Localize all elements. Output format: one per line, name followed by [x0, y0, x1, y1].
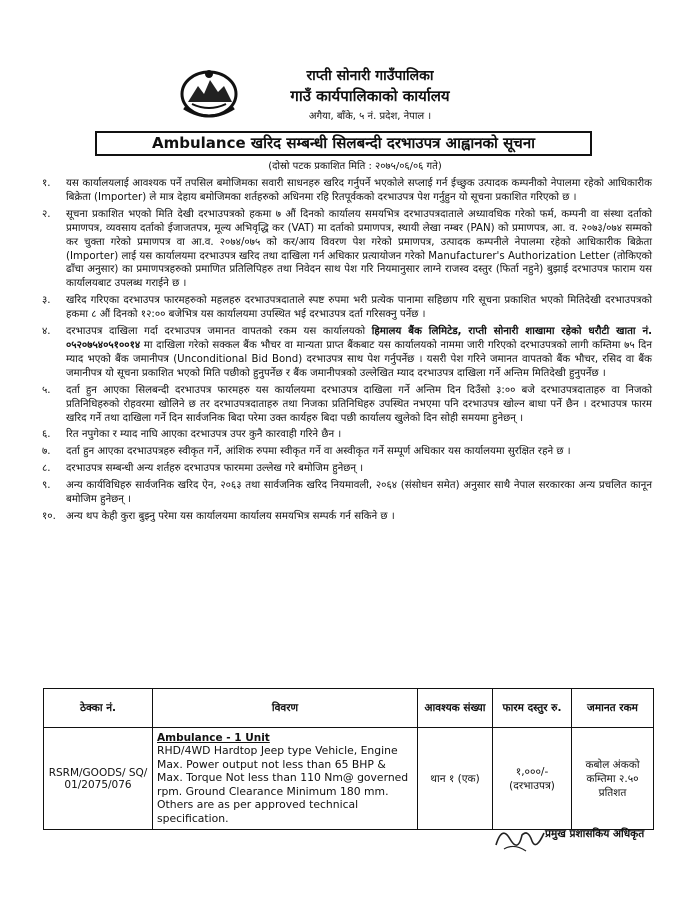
table-row: [44, 728, 654, 830]
item-text: दर्ता हुन आएका दरभाउपत्रहरु स्वीकृत गर्ने, आंशिक रुपमा स्वीकृत गर्ने वा अस्वीकृत गर्ने सम्पूर्ण अधिकार यस कार्यालयमा सुरक्षित रहने छ ।: [66, 446, 571, 458]
list-item: [42, 510, 652, 524]
security-cell: कबोल अंकको कम्तिमा २.५० प्रतिशत: [572, 728, 654, 830]
item-number: ३.: [42, 295, 51, 307]
item-text: [66, 325, 652, 381]
item-text: दर्ता हुन आएका सिलबन्दी दरभाउपत्र फारमहरु यस कार्यालयमा दरभाउपत्र दाखिला गर्ने अन्तिम दिन दिउँसो ३:०० बजे दरभाउपत्रदाताहरु वा निजको प्रतिनिधिहरुको रोहवरमा खोलिने छ तर दरभाउपत्रदाताहरु तथा निजका प्रतिनिधिहरु उपस्थित नभएमा पनि दरभाउपत्र खोल्न बाधा पर्ने छैन । दरभाउपत्र फारम खरिद गर्ने तथा दाखिला गर्ने दिन सार्वजनिक बिदा परेमा उक्त कार्यहरु बिदा पछी कार्यालय खुलेको दिन सोही समयमा हुनेछन् ।: [66, 384, 652, 424]
signer-title: प्रमुख प्रशासकिय अधिकृत: [545, 828, 645, 840]
item-number: ४.: [42, 326, 51, 338]
item-text-part: दरभाउपत्र दाखिला गर्दा दरभाउपत्र जमानत वापतको रकम यस कार्यालयको: [66, 326, 372, 338]
nepal-emblem-icon: [178, 64, 240, 120]
item-text: सूचना प्रकाशित भएको मिति देखी दरभाउपत्रको हकमा ७ औं दिनको कार्यालय समयभित्र दरभाउपत्रदाताले अध्यावधिक गरेको फर्म, कम्पनी वा संस्था दर्ताको प्रमाणपत्र, व्यवसाय दर्ताको ईजाजतपत्र, मूल्य अभिवृद्धि कर (VAT) मा दर्ताको प्रमाणपत्र, स्थायी लेखा नम्बर (PAN) को प्रमाणपत्र, आ. व. २०७३/०७४ सम्मको कर चुक्ता गरेको प्रमाणपत्र वा आ.व. २०७४/०७५ को कर/आय विवरण पेश गरेको प्रमाणपत्र, उत्पादक कम्पनीले नेपालमा रहेको आधिकारीक बिक्रेता (Importer) लाई यस कार्यालयमा दरभाउपत्र खरिद तथा दाखिला गर्न अधिकार प्रत्यायोजन गरेको Manufacturer's Authorization Letter (तोकिएको ढाँचा अनुसार) का प्रमाणपत्रहरुको प्रमाणित प्रतिलिपिहरु तथा निवेदन साथ पेश गरि नियमानुसार लाग्ने राजस्व दस्तुर (फिर्ता नहुने) बुझाई दरभाउपत्र फाराम यस कार्यालयबाट उपलब्ध गराईने छ ।: [66, 208, 652, 290]
item-text: यस कार्यालयलाई आवश्यक पर्ने तपसिल बमोजिमका सवारी साधनहरु खरिद गर्नुपर्ने भएकोले सप्लाई गर्न ईच्छुक उत्पादक कम्पनीको नेपालमा रहेको आधिकारीक बिक्रेता (Importer) ले मात्र देहाय बमोजिमका शर्तहरुको अधिनमा रहि रितपूर्वकको दरभाउपत्र पेश गर्नुहुन यो सूचना प्रकाशित गरिएको छ ।: [66, 178, 652, 203]
col-description: विवरण: [153, 689, 418, 728]
item-number: ८.: [42, 463, 51, 475]
list-item: [42, 462, 652, 476]
col-form-fee: फारम दस्तुर रु.: [493, 689, 572, 728]
item-number: ९.: [42, 480, 51, 492]
publish-date-note: (दोस्रो पटक प्रकाशित मिति : २०७५/०६/०६ गते): [268, 161, 442, 172]
item-number: १०.: [42, 510, 56, 522]
description-cell: [153, 728, 418, 830]
item-number: १.: [42, 178, 51, 189]
item-text: अन्य थप केही कुरा बुझ्नु परेमा यस कार्यालयमा कार्यालय समयभित्र सम्पर्क गर्न सकिने छ ।: [66, 510, 395, 522]
fee-cell: १,०००/- (दरभाउपत्र): [493, 728, 572, 830]
terms-list: [42, 177, 652, 527]
municipality-name: राप्ती सोनारी गाउँपालिका: [306, 68, 434, 84]
office-address: अगैया, बाँके, ५ नं. प्रदेश, नेपाल ।: [308, 111, 432, 122]
item-text: रित नपुगेका र म्याद नाघि आएका दरभाउपत्र उपर कुनै कारवाही गरिने छैन ।: [66, 429, 342, 441]
item-number: ६.: [42, 429, 51, 441]
table-header-row: [44, 689, 654, 728]
list-item: [42, 384, 652, 426]
signature-icon: [492, 815, 552, 859]
list-item: [42, 208, 652, 291]
col-quantity: आवश्यक संख्या: [418, 689, 493, 728]
col-contract-no: ठेक्का नं.: [44, 689, 153, 728]
list-item: [42, 325, 652, 381]
item-text-part: मा दाखिला गरेको सक्कल बैंक भौचर वा मान्यता प्राप्त बैंकबाट यस कार्यालयको नाममा जारी गरिएको दरभाउपत्रको लागी कम्तिमा ७५ दिन म्याद भएको बैंक जमानीपत्र (Unconditional Bid Bond) दरभाउपत्र साथ पेश गर्नुपर्नेछ । यसरी पेश गरिने जमानत वापतको बैंक भौचर, रसिद वा बैंक जमानीपत्र यो सूचना प्रकाशित भएको मिति पछीको हुनुपर्नेछ र बैंक जमानीपत्रको उल्लेखित म्याद दरभाउपत्र दाखिला गर्ने अन्तिम मितिदेखी हुनुपर्नेछ ।: [66, 339, 652, 379]
contract-no-cell: RSRM/GOODS/ SQ/ 01/2075/076: [44, 728, 153, 830]
item-number: २.: [42, 208, 51, 220]
list-item: [42, 445, 652, 459]
quantity-cell: थान १ (एक): [418, 728, 493, 830]
list-item: [42, 479, 652, 507]
spec-title: Ambulance - 1 Unit: [157, 732, 270, 744]
item-text: अन्य कार्यविधिहरु सार्वजनिक खरिद ऐन, २०६३ तथा सार्वजनिक खरिद नियमावली, २०६४ (संसोधन समेत) अनुसार साथै नेपाल सरकारका अन्य प्रचलित कानून बमोजिम हुनेछन् ।: [66, 480, 652, 506]
item-text: दरभाउपत्र सम्बन्धी अन्य शर्तहरु दरभाउपत्र फारममा उल्लेख गरे बमोजिम हुनेछन् ।: [66, 463, 364, 475]
office-name: गाउँ कार्यपालिकाको कार्यालय: [290, 87, 450, 105]
list-item: [42, 294, 652, 322]
item-text: खरिद गरिएका दरभाउपत्र फारमहरुको महलहरु दरभाउपत्रदाताले स्पष्ट रुपमा भरी प्रत्येक पानामा सहिछाप गरि सूचना प्रकाशित भएको मितिदेखी दरभाउपत्रको हकमा ८ औं दिनको १२:०० बजेभित्र यस कार्यालयमा उपस्थित भई दरभाउपत्र दर्ता गरिसक्नु पर्नेछ ।: [66, 295, 652, 321]
bank-account-text: हिमालय बैंक लिमिटेड, राप्ती सोनारी शाखामा रहेको धरौटी खाता नं. ०५२०७५४०५१००१४: [66, 326, 652, 351]
list-item: [42, 428, 652, 442]
col-security: जमानत रकम: [572, 689, 654, 728]
spec-body: RHD/4WD Hardtop Jeep type Vehicle, Engine Max. Power output not less than 65 BHP & Max. Torque Not less than 110 Nm@ governed rpm. Ground Clearance Minimum 180 mm. Others are as per approved technical specification.: [157, 744, 409, 825]
item-number: ७.: [42, 446, 51, 458]
notice-title: Ambulance खरिद सम्बन्धी सिलबन्दी दरभाउपत्र आह्वानको सूचना: [95, 131, 592, 156]
item-number: ५.: [42, 384, 51, 396]
tender-table: [43, 688, 654, 830]
list-item: [42, 177, 652, 205]
